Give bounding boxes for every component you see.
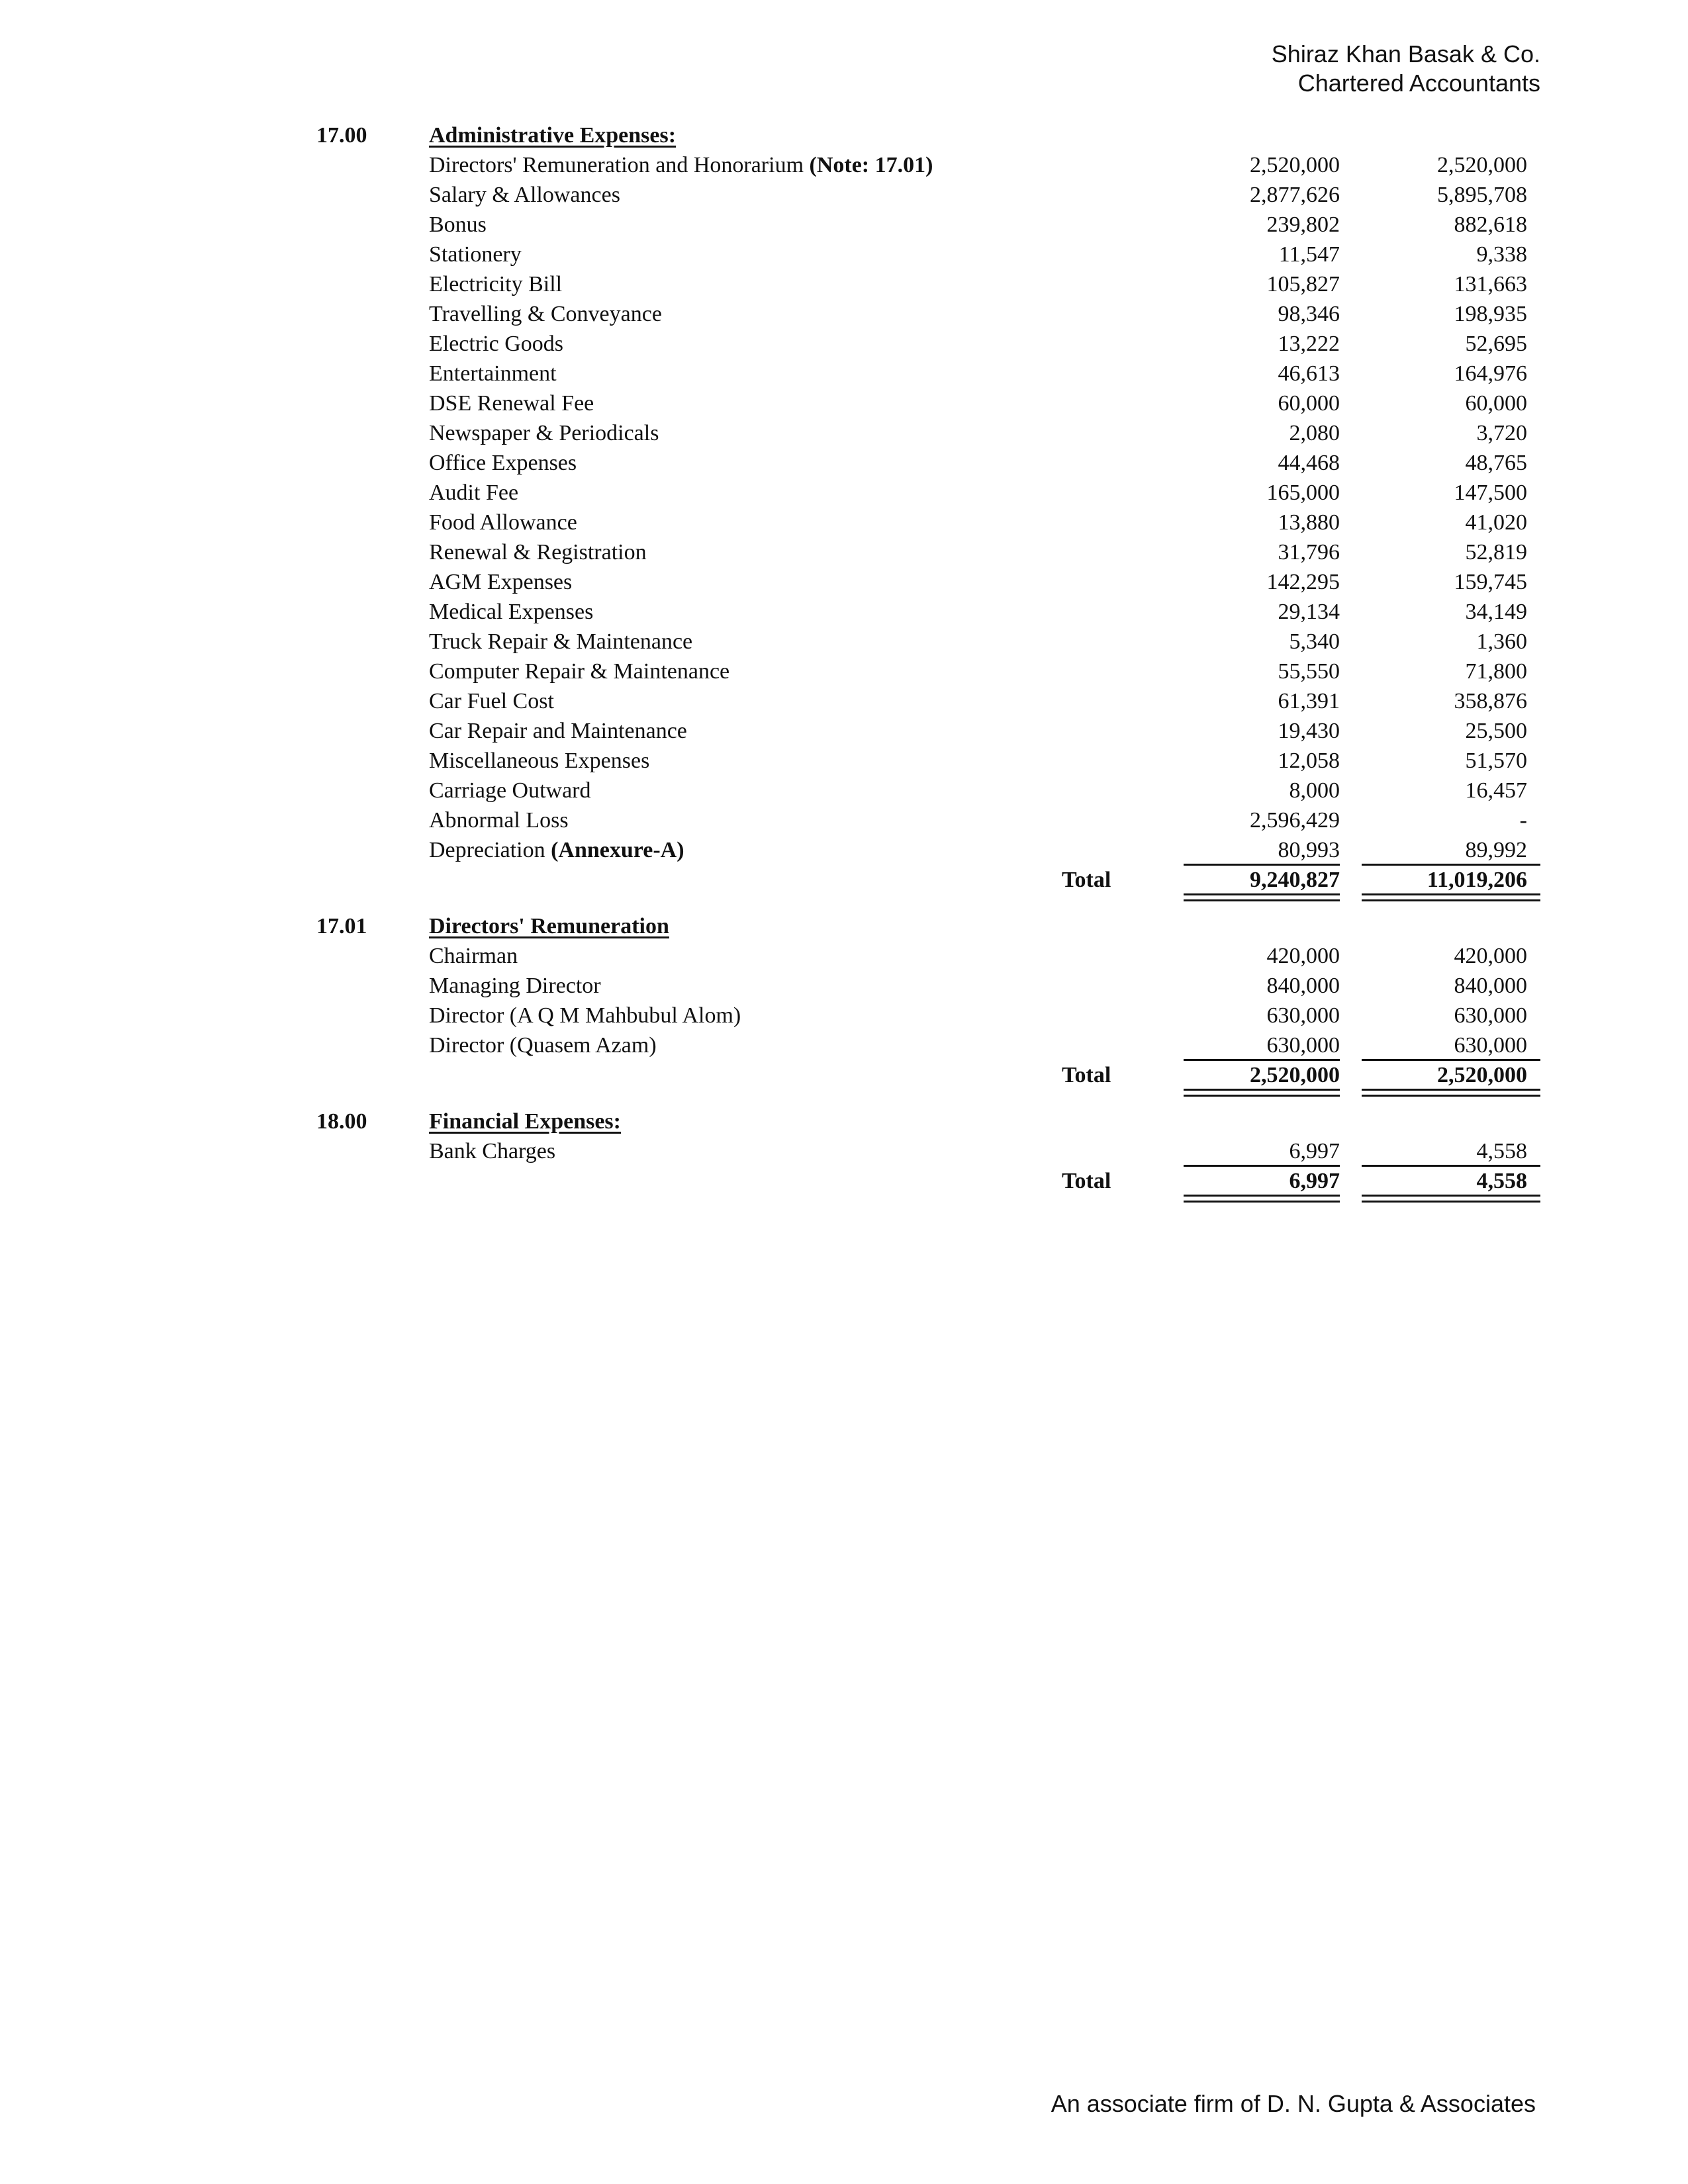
firm-header bbox=[1272, 40, 1540, 98]
line-item-row bbox=[0, 597, 1688, 627]
current-year-amount: 46,613 bbox=[1278, 361, 1340, 386]
line-item-label bbox=[429, 835, 684, 865]
total-double-rule-previous bbox=[1362, 893, 1540, 901]
note-number: 18.00 bbox=[316, 1109, 367, 1134]
current-year-amount: 98,346 bbox=[1278, 302, 1340, 326]
line-item-reference: (Note: 17.01) bbox=[809, 153, 933, 177]
line-item-label bbox=[429, 686, 554, 716]
line-item-label bbox=[429, 269, 562, 299]
previous-year-amount: 25,500 bbox=[1465, 719, 1527, 743]
line-item-text: Carriage Outward bbox=[429, 778, 591, 803]
line-item-label bbox=[429, 329, 563, 359]
firm-subtitle: Chartered Accountants bbox=[1297, 69, 1540, 97]
current-year-amount: 60,000 bbox=[1278, 391, 1340, 416]
line-item-text: Computer Repair & Maintenance bbox=[429, 659, 730, 684]
current-year-amount: 840,000 bbox=[1266, 974, 1340, 998]
line-item-text: Car Repair and Maintenance bbox=[429, 719, 687, 743]
note-heading-row bbox=[0, 1107, 1688, 1136]
previous-year-amount: 48,765 bbox=[1465, 451, 1527, 475]
total-double-rule-current bbox=[1184, 893, 1340, 901]
current-year-amount: 105,827 bbox=[1266, 272, 1340, 296]
previous-year-amount: 4,558 bbox=[1476, 1139, 1527, 1163]
previous-year-amount: 164,976 bbox=[1454, 361, 1527, 386]
previous-year-amount: 198,935 bbox=[1454, 302, 1527, 326]
line-item-row bbox=[0, 210, 1688, 240]
line-item-text: Stationery bbox=[429, 242, 522, 267]
previous-year-amount: 71,800 bbox=[1465, 659, 1527, 684]
line-item-text: Bonus bbox=[429, 212, 487, 237]
line-item-row bbox=[0, 776, 1688, 805]
previous-year-amount: 16,457 bbox=[1465, 778, 1527, 803]
line-item-text: Electric Goods bbox=[429, 332, 563, 356]
total-current-year: 9,240,827 bbox=[1250, 868, 1340, 892]
total-current-year: 6,997 bbox=[1289, 1169, 1340, 1193]
line-item-text: Food Allowance bbox=[429, 510, 577, 535]
total-double-rule-previous bbox=[1362, 1195, 1540, 1203]
line-item-row bbox=[0, 805, 1688, 835]
note-number: 17.00 bbox=[316, 123, 367, 148]
line-item-row bbox=[0, 269, 1688, 299]
current-year-amount: 420,000 bbox=[1266, 944, 1340, 968]
line-item-label bbox=[429, 746, 649, 776]
line-item-label bbox=[429, 805, 569, 835]
line-item-label bbox=[429, 716, 687, 746]
line-item-label bbox=[429, 971, 601, 1001]
line-item-label bbox=[429, 478, 518, 508]
line-item-row bbox=[0, 627, 1688, 657]
current-year-amount: 44,468 bbox=[1278, 451, 1340, 475]
current-year-amount: 29,134 bbox=[1278, 600, 1340, 624]
line-item-row bbox=[0, 537, 1688, 567]
total-double-rule-previous bbox=[1362, 1089, 1540, 1097]
line-item-label bbox=[429, 657, 729, 686]
line-item-text: Abnormal Loss bbox=[429, 808, 569, 833]
current-year-amount: 61,391 bbox=[1278, 689, 1340, 713]
total-previous-year: 11,019,206 bbox=[1427, 868, 1527, 892]
previous-year-amount: 159,745 bbox=[1454, 570, 1527, 594]
total-double-rule-current bbox=[1184, 1089, 1340, 1097]
line-item-row bbox=[0, 150, 1688, 180]
current-year-amount: 13,880 bbox=[1278, 510, 1340, 535]
line-item-text: Directors' Remuneration and Honorarium bbox=[429, 153, 810, 177]
previous-year-amount: 52,819 bbox=[1465, 540, 1527, 565]
line-item-label bbox=[429, 359, 557, 388]
previous-year-amount: 147,500 bbox=[1454, 480, 1527, 505]
line-item-row bbox=[0, 299, 1688, 329]
line-item-row bbox=[0, 971, 1688, 1001]
previous-year-amount: - bbox=[1519, 808, 1527, 833]
current-year-amount: 239,802 bbox=[1266, 212, 1340, 237]
previous-year-amount: 52,695 bbox=[1465, 332, 1527, 356]
previous-year-amount: 131,663 bbox=[1454, 272, 1527, 296]
current-year-amount: 13,222 bbox=[1278, 332, 1340, 356]
line-item-label bbox=[429, 1001, 741, 1030]
line-item-text: Managing Director bbox=[429, 974, 601, 998]
line-item-text: Medical Expenses bbox=[429, 600, 594, 624]
line-item-label bbox=[429, 508, 577, 537]
line-item-label bbox=[429, 567, 572, 597]
current-year-amount: 5,340 bbox=[1289, 629, 1340, 654]
line-item-text: DSE Renewal Fee bbox=[429, 391, 594, 416]
previous-year-amount: 51,570 bbox=[1465, 749, 1527, 773]
line-item-label bbox=[429, 210, 487, 240]
current-year-amount: 2,596,429 bbox=[1250, 808, 1340, 833]
line-item-row bbox=[0, 418, 1688, 448]
line-item-row bbox=[0, 240, 1688, 269]
line-item-label bbox=[429, 1030, 657, 1060]
line-item-row bbox=[0, 448, 1688, 478]
line-item-text: Miscellaneous Expenses bbox=[429, 749, 650, 773]
current-year-amount: 165,000 bbox=[1266, 480, 1340, 505]
previous-year-amount: 882,618 bbox=[1454, 212, 1527, 237]
total-label: Total bbox=[1062, 1169, 1111, 1193]
note-number: 17.01 bbox=[316, 914, 367, 938]
previous-year-amount: 89,992 bbox=[1465, 838, 1527, 862]
line-item-text: Office Expenses bbox=[429, 451, 577, 475]
previous-year-amount: 630,000 bbox=[1454, 1003, 1527, 1028]
line-item-label bbox=[429, 418, 659, 448]
line-item-label bbox=[429, 150, 933, 180]
previous-year-amount: 358,876 bbox=[1454, 689, 1527, 713]
line-item-label bbox=[429, 240, 522, 269]
current-year-amount: 8,000 bbox=[1289, 778, 1340, 803]
previous-year-amount: 34,149 bbox=[1465, 600, 1527, 624]
line-item-row bbox=[0, 835, 1688, 865]
line-item-label bbox=[429, 299, 662, 329]
total-row bbox=[0, 1166, 1688, 1196]
line-item-text: Electricity Bill bbox=[429, 272, 563, 296]
line-item-label bbox=[429, 597, 593, 627]
line-item-row bbox=[0, 388, 1688, 418]
current-year-amount: 2,520,000 bbox=[1250, 153, 1340, 177]
line-item-row bbox=[0, 716, 1688, 746]
line-item-row bbox=[0, 941, 1688, 971]
line-item-label bbox=[429, 627, 692, 657]
line-item-label bbox=[429, 776, 591, 805]
total-label: Total bbox=[1062, 1063, 1111, 1087]
line-item-reference: (Annexure-A) bbox=[551, 838, 684, 862]
current-year-amount: 6,997 bbox=[1289, 1139, 1340, 1163]
line-item-text: Audit Fee bbox=[429, 480, 519, 505]
line-item-row bbox=[0, 508, 1688, 537]
line-item-text: Entertainment bbox=[429, 361, 557, 386]
note-title: Administrative Expenses: bbox=[429, 123, 677, 148]
line-item-row bbox=[0, 1001, 1688, 1030]
current-year-amount: 55,550 bbox=[1278, 659, 1340, 684]
total-row bbox=[0, 1060, 1688, 1090]
line-item-label bbox=[429, 180, 620, 210]
line-item-label bbox=[429, 448, 577, 478]
line-item-row bbox=[0, 657, 1688, 686]
note-title: Financial Expenses: bbox=[429, 1109, 621, 1134]
line-item-row bbox=[0, 686, 1688, 716]
total-current-year: 2,520,000 bbox=[1250, 1063, 1340, 1087]
line-item-row bbox=[0, 746, 1688, 776]
total-previous-year: 4,558 bbox=[1476, 1169, 1527, 1193]
total-label: Total bbox=[1062, 868, 1111, 892]
previous-year-amount: 60,000 bbox=[1465, 391, 1527, 416]
line-item-label bbox=[429, 1136, 555, 1166]
previous-year-amount: 2,520,000 bbox=[1437, 153, 1527, 177]
current-year-amount: 11,547 bbox=[1278, 242, 1340, 267]
line-item-label bbox=[429, 941, 518, 971]
current-year-amount: 19,430 bbox=[1278, 719, 1340, 743]
line-item-text: Truck Repair & Maintenance bbox=[429, 629, 693, 654]
line-item-text: Director (Quasem Azam) bbox=[429, 1033, 657, 1058]
previous-year-amount: 840,000 bbox=[1454, 974, 1527, 998]
line-item-text: Newspaper & Periodicals bbox=[429, 421, 659, 445]
note-title: Directors' Remuneration bbox=[429, 914, 669, 938]
line-item-row bbox=[0, 1136, 1688, 1166]
current-year-amount: 142,295 bbox=[1266, 570, 1340, 594]
current-year-amount: 2,080 bbox=[1289, 421, 1340, 445]
total-row bbox=[0, 865, 1688, 895]
line-item-text: AGM Expenses bbox=[429, 570, 573, 594]
current-year-amount: 12,058 bbox=[1278, 749, 1340, 773]
firm-name: Shiraz Khan Basak & Co. bbox=[1271, 40, 1540, 68]
line-item-row bbox=[0, 359, 1688, 388]
note-heading-row bbox=[0, 911, 1688, 941]
previous-year-amount: 3,720 bbox=[1476, 421, 1527, 445]
line-item-row bbox=[0, 329, 1688, 359]
line-item-text: Director (A Q M Mahbubul Alom) bbox=[429, 1003, 741, 1028]
total-previous-year: 2,520,000 bbox=[1437, 1063, 1527, 1087]
line-item-row bbox=[0, 567, 1688, 597]
line-item-text: Car Fuel Cost bbox=[429, 689, 554, 713]
line-item-text: Bank Charges bbox=[429, 1139, 556, 1163]
footer-note: An associate firm of D. N. Gupta & Associates bbox=[1051, 2090, 1536, 2117]
line-item-row bbox=[0, 1030, 1688, 1060]
current-year-amount: 80,993 bbox=[1278, 838, 1340, 862]
line-item-label bbox=[429, 388, 594, 418]
current-year-amount: 630,000 bbox=[1266, 1033, 1340, 1058]
line-item-row bbox=[0, 180, 1688, 210]
line-item-text: Travelling & Conveyance bbox=[429, 302, 662, 326]
line-item-text: Renewal & Registration bbox=[429, 540, 647, 565]
total-double-rule-current bbox=[1184, 1195, 1340, 1203]
line-item-row bbox=[0, 478, 1688, 508]
previous-year-amount: 9,338 bbox=[1476, 242, 1527, 267]
note-heading-row bbox=[0, 120, 1688, 150]
previous-year-amount: 630,000 bbox=[1454, 1033, 1527, 1058]
current-year-amount: 31,796 bbox=[1278, 540, 1340, 565]
previous-year-amount: 420,000 bbox=[1454, 944, 1527, 968]
line-item-text: Salary & Allowances bbox=[429, 183, 620, 207]
previous-year-amount: 41,020 bbox=[1465, 510, 1527, 535]
line-item-label bbox=[429, 537, 647, 567]
previous-year-amount: 5,895,708 bbox=[1437, 183, 1527, 207]
line-item-text: Chairman bbox=[429, 944, 518, 968]
current-year-amount: 630,000 bbox=[1266, 1003, 1340, 1028]
current-year-amount: 2,877,626 bbox=[1250, 183, 1340, 207]
previous-year-amount: 1,360 bbox=[1476, 629, 1527, 654]
line-item-text: Depreciation bbox=[429, 838, 551, 862]
